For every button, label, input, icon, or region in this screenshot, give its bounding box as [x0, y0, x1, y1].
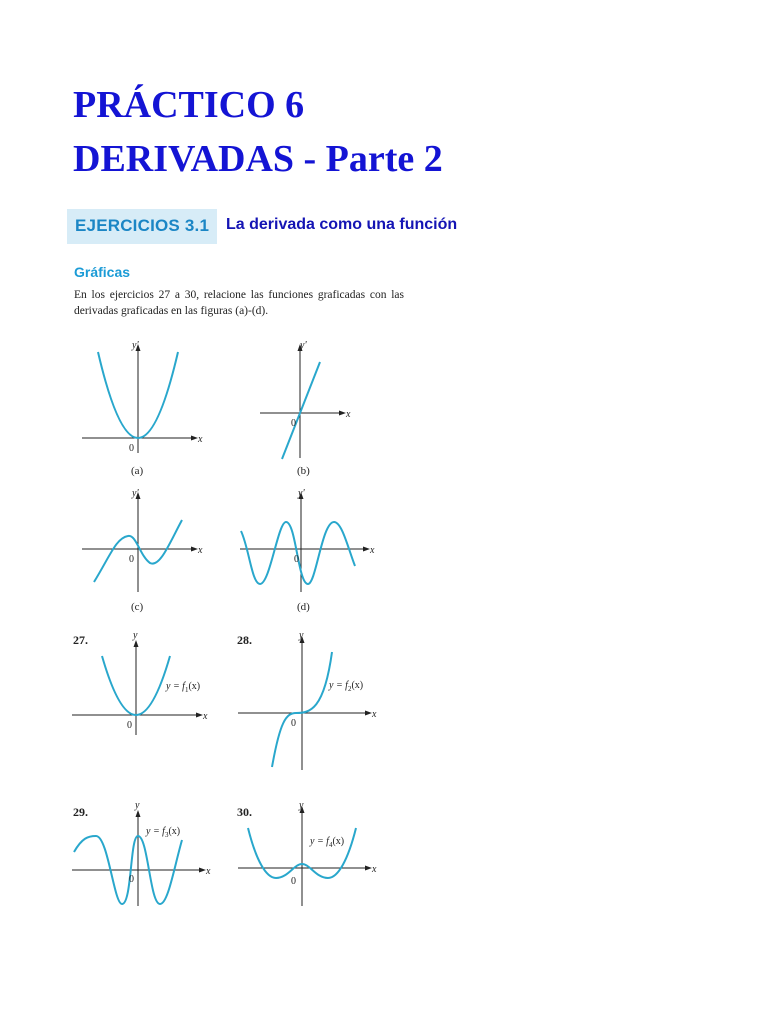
- curve-b: [282, 362, 320, 459]
- caption-d: (d): [297, 601, 310, 613]
- origin-label: 0: [127, 720, 132, 731]
- function-plot-28: [236, 630, 381, 772]
- x-axis-arrow-icon: [196, 713, 203, 718]
- y-axis-arrow-icon: [134, 640, 139, 647]
- derivative-plot-a: [80, 338, 210, 456]
- function-label-f3: $y = f_3(x)$: [146, 826, 181, 839]
- x-axis-label: x: [370, 545, 375, 556]
- function-label-f2: $y = f_2(x)$: [329, 680, 364, 693]
- x-axis-label: x: [372, 864, 377, 875]
- subsection-title: Gráficas: [74, 264, 131, 280]
- x-axis-label: x: [203, 711, 208, 722]
- y-axis-arrow-icon: [136, 810, 141, 817]
- x-axis-arrow-icon: [339, 411, 346, 416]
- x-axis-arrow-icon: [191, 436, 198, 441]
- section-title: La derivada como una función: [226, 216, 458, 233]
- y-axis-label: y': [132, 340, 139, 351]
- function-plot-27: [70, 630, 215, 740]
- caption-a: (a): [131, 465, 144, 477]
- origin-label: 0: [129, 443, 134, 454]
- function-label-f4: $y = f_4(x)$: [310, 836, 345, 849]
- origin-label: 0: [129, 874, 134, 885]
- curve-d: [241, 522, 355, 584]
- x-axis-arrow-icon: [363, 547, 370, 552]
- origin-label: 0: [294, 554, 299, 565]
- x-axis-label: x: [372, 709, 377, 720]
- derivative-plot-c: [80, 486, 210, 596]
- exercise-number-28: 28.: [237, 633, 252, 647]
- function-plot-29: [70, 800, 215, 908]
- y-axis-label: y': [132, 488, 139, 499]
- exercise-number-27: 27.: [73, 633, 88, 647]
- y-axis-label: y': [298, 488, 305, 499]
- function-plot-30: [236, 800, 381, 908]
- page-title: [73, 78, 443, 186]
- y-axis-label: y: [299, 630, 304, 641]
- exercises-label: EJERCICIOS 3.1: [75, 216, 210, 235]
- origin-label: 0: [129, 554, 134, 565]
- origin-label: 0: [291, 418, 296, 429]
- x-axis-arrow-icon: [199, 868, 206, 873]
- x-axis-arrow-icon: [365, 866, 372, 871]
- caption-b: (b): [297, 465, 310, 477]
- x-axis-label: x: [198, 545, 203, 556]
- origin-label: 0: [291, 718, 296, 729]
- page-title-line-2: DERIVADAS - Parte 2: [73, 138, 443, 180]
- exercise-number-30: 30.: [237, 805, 252, 819]
- y-axis-label: y: [299, 800, 304, 811]
- caption-c: (c): [131, 601, 144, 613]
- page-title-line-1: PRÁCTICO 6: [73, 84, 305, 126]
- x-axis-label: x: [206, 866, 211, 877]
- x-axis-label: x: [198, 434, 203, 445]
- exercise-number-29: 29.: [73, 805, 88, 819]
- origin-label: 0: [291, 876, 296, 887]
- x-axis-arrow-icon: [365, 711, 372, 716]
- y-axis-label: y': [300, 340, 307, 351]
- derivative-plot-b: [258, 338, 368, 460]
- y-axis-label: y: [135, 800, 140, 811]
- x-axis-arrow-icon: [191, 547, 198, 552]
- y-axis-label: y: [133, 630, 138, 641]
- x-axis-label: x: [346, 409, 351, 420]
- derivative-plot-d: [238, 486, 378, 596]
- instructions-text: En los ejercicios 27 a 30, relacione las funciones graficadas con las derivadas graficadas en las figuras (a)-(d).: [74, 289, 404, 317]
- function-label-f1: $y = f_1(x)$: [166, 681, 201, 694]
